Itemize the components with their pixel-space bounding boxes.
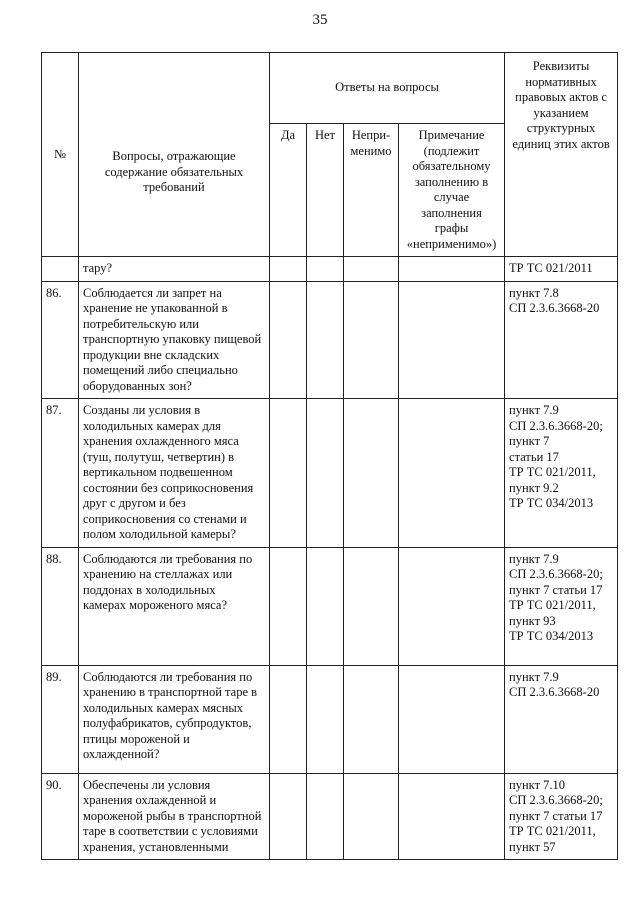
question-line: холодильных камерах мясных <box>83 700 244 715</box>
answer-note-cell[interactable] <box>399 281 505 399</box>
question-line: Соблюдаются ли требования по <box>83 551 253 566</box>
answer-yes-cell[interactable] <box>270 399 307 548</box>
requirements-table <box>41 52 618 860</box>
requisite-line: ТР ТС 034/2013 <box>509 629 594 643</box>
requisite-line: пункт 7 статьи 17 <box>509 582 603 597</box>
answer-note-cell[interactable] <box>399 773 505 860</box>
row-number: 90. <box>42 773 79 860</box>
answer-no-cell[interactable] <box>307 773 344 860</box>
table-row <box>42 399 618 548</box>
requisite-line: ТР ТС 021/2011, <box>509 465 596 479</box>
requisite-line: пункт 7.8 <box>509 285 559 300</box>
row-requisites <box>505 547 618 665</box>
answer-no-cell[interactable] <box>307 399 344 548</box>
requisite-line: пункт 7.9 <box>509 403 559 417</box>
requisite-line: ТР ТС 021/2011, <box>509 824 596 838</box>
row-number: 89. <box>42 665 79 773</box>
answer-note-cell[interactable] <box>399 547 505 665</box>
answer-not-applicable-cell[interactable] <box>344 547 399 665</box>
question-line: потребительскую или <box>83 316 199 331</box>
question-line: Соблюдается ли запрет на <box>83 285 222 300</box>
requisite-line: пункт 7.9 <box>509 669 559 684</box>
requisite-line: СП 2.3.6.3668-20; <box>509 793 603 807</box>
question-line: полуфабрикатов, субпродуктов, <box>83 716 252 730</box>
answer-not-applicable-cell[interactable] <box>344 399 399 548</box>
question-line: Соблюдаются ли требования по <box>83 669 253 684</box>
question-line: помещений либо специально <box>83 363 238 377</box>
header-note: Примечание (подлежит обязательному заполнению в случае заполнения графы «неприменимо») <box>399 124 505 257</box>
answer-not-applicable-cell[interactable] <box>344 257 399 282</box>
header-yes: Да <box>270 124 307 257</box>
row-question <box>79 257 270 282</box>
answer-yes-cell[interactable] <box>270 547 307 665</box>
row-requisites <box>505 773 618 860</box>
row-number: 87. <box>42 399 79 548</box>
header-question: Вопросы, отражающие содержание обязательных требований <box>79 53 270 257</box>
row-number: 88. <box>42 547 79 665</box>
requisite-line: СП 2.3.6.3668-20 <box>509 301 600 315</box>
question-line: таре в соответствии с условиями <box>83 824 258 838</box>
table-row <box>42 257 618 282</box>
question-line: (туш, полутуш, четвертин) в <box>83 449 235 464</box>
answer-yes-cell[interactable] <box>270 773 307 860</box>
header-number: № <box>42 53 79 257</box>
row-question <box>79 665 270 773</box>
requisite-line: пункт 57 <box>509 839 556 854</box>
row-requisites <box>505 399 618 548</box>
requisite-line: пункт 7.9 <box>509 551 559 566</box>
page-number: 35 <box>312 12 328 28</box>
question-line: соприкосновения со стенами и <box>83 511 247 526</box>
question-line: холодильных камерах для <box>83 418 221 433</box>
answer-yes-cell[interactable] <box>270 665 307 773</box>
requisite-line: ТР ТС 034/2013 <box>509 496 594 510</box>
requisite-line: СП 2.3.6.3668-20; <box>509 418 603 433</box>
table-row <box>42 665 618 773</box>
table-row <box>42 773 618 860</box>
row-requisites <box>505 257 618 282</box>
question-line: продукции вне складских <box>83 347 220 362</box>
requisite-line: СП 2.3.6.3668-20 <box>509 685 600 699</box>
answer-yes-cell[interactable] <box>270 281 307 399</box>
table-row <box>42 281 618 399</box>
answer-note-cell[interactable] <box>399 399 505 548</box>
question-line: транспортную упаковку пищевой <box>83 332 262 346</box>
question-line: состоянии без соприкосновения <box>83 480 254 495</box>
requisite-line: ТР ТС 021/2011 <box>509 261 593 275</box>
requisite-line: пункт 7 статьи 17 <box>509 808 603 823</box>
question-line: хранению в транспортной таре в <box>83 685 258 699</box>
question-line: Обеспечены ли условия <box>83 777 211 792</box>
requisite-line: пункт 93 <box>509 613 556 628</box>
question-line: хранение не упакованной в <box>83 301 228 315</box>
question-line: хранения охлажденной и <box>83 793 217 807</box>
row-requisites <box>505 665 618 773</box>
answer-not-applicable-cell[interactable] <box>344 281 399 399</box>
requisite-line: статьи 17 <box>509 449 559 464</box>
row-number: 86. <box>42 281 79 399</box>
question-line: друг с другом и без <box>83 496 186 510</box>
row-question <box>79 281 270 399</box>
question-line: хранения, установленными <box>83 839 229 854</box>
requisite-line: СП 2.3.6.3668-20; <box>509 567 603 581</box>
question-line: мороженой рыбы в транспортной <box>83 808 262 823</box>
answer-not-applicable-cell[interactable] <box>344 665 399 773</box>
answer-no-cell[interactable] <box>307 257 344 282</box>
question-line: тару? <box>83 261 113 275</box>
answer-note-cell[interactable] <box>399 257 505 282</box>
header-requisites: Реквизиты нормативных правовых актов с указанием структурных единиц этих актов <box>505 53 618 257</box>
table-body <box>42 257 618 860</box>
header-not-applicable: Непри- менимо <box>344 124 399 257</box>
row-question <box>79 547 270 665</box>
requisite-line: ТР ТС 021/2011, <box>509 598 596 612</box>
answer-no-cell[interactable] <box>307 281 344 399</box>
answer-no-cell[interactable] <box>307 547 344 665</box>
answer-yes-cell[interactable] <box>270 257 307 282</box>
requisite-line: пункт 7 <box>509 434 550 448</box>
question-line: вертикальном подвешенном <box>83 465 233 479</box>
row-question <box>79 399 270 548</box>
row-requisites <box>505 281 618 399</box>
question-line: хранения охлажденного мяса <box>83 434 239 448</box>
row-question <box>79 773 270 860</box>
question-line: хранению на стеллажах или <box>83 567 233 581</box>
header-no-answer: Нет <box>307 124 344 257</box>
answer-no-cell[interactable] <box>307 665 344 773</box>
question-line: Созданы ли условия в <box>83 403 201 417</box>
question-line: полом холодильной камеры? <box>83 527 236 541</box>
question-line: камерах мороженого мяса? <box>83 598 228 612</box>
row-number <box>42 257 79 282</box>
requisite-line: пункт 7.10 <box>509 777 566 792</box>
question-line: оборудованных зон? <box>83 378 192 393</box>
answer-note-cell[interactable] <box>399 665 505 773</box>
requisite-line: пункт 9.2 <box>509 480 559 495</box>
question-line: птицы мороженой и <box>83 731 190 746</box>
header-answers-group: Ответы на вопросы <box>270 53 505 124</box>
question-line: поддонах в холодильных <box>83 582 216 597</box>
question-line: охлажденной? <box>83 747 160 761</box>
table-row <box>42 547 618 665</box>
answer-not-applicable-cell[interactable] <box>344 773 399 860</box>
